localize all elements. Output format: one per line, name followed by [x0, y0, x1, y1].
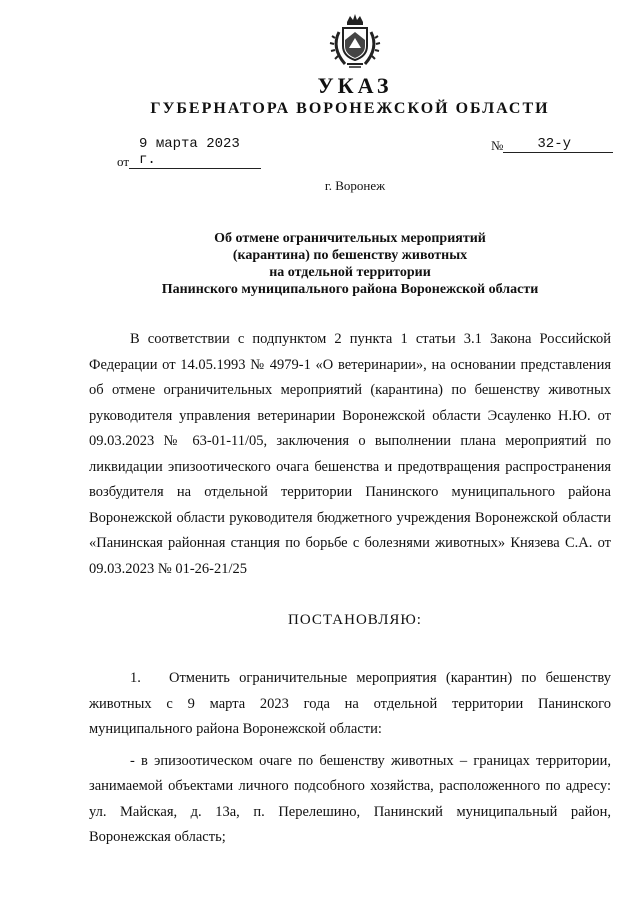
- document-type: УКАЗ: [317, 73, 393, 98]
- number-value: 32-у: [503, 136, 613, 153]
- preamble: [89, 327, 611, 582]
- number-field: [491, 136, 613, 154]
- number-prefix: №: [491, 138, 504, 153]
- title-line: Панинского муниципального района Воронежской области: [161, 282, 539, 297]
- title-line: (карантина) по бешенству животных: [232, 248, 468, 263]
- date-field: [117, 136, 261, 170]
- title-line: на отдельной территории: [269, 265, 431, 280]
- date-value: 9 марта 2023 г.: [129, 136, 261, 169]
- preamble-text: В соответствии с подпунктом 2 пункта 1 статьи 3.1 Закона Российской Федерации от 14.05.1993 № 4979-1 «О ветеринарии», на основании представления об отмене ограничительных мероприятий (карантина) по бешенству животных руководителя управления ветеринарии Воронежской области Эсауленко Н.Ю. от 09.03.2023 № 63-01-11/05, заключения о выполнении плана мероприятий по ликвидации эпизоотического очага бешенства и предотвращения распространения возбудителя на отдельной территории Панинского муниципального района Воронежской области руководителя бюджетного учреждения Воронежской области «Панинская районная станция по борьбе с болезнями животных» Князева С.А. от 09.03.2023 № 01-26-21/25: [89, 331, 611, 577]
- list-item: [89, 666, 611, 743]
- issuing-authority: ГУБЕРНАТОРА ВОРОНЕЖСКОЙ ОБЛАСТИ: [150, 100, 550, 117]
- coat-of-arms-icon: [325, 12, 385, 72]
- decree-word: ПОСТАНОВЛЯЮ:: [288, 612, 422, 628]
- decree-items: [89, 666, 611, 857]
- item-text: Отменить ограничительные мероприятия (карантин) по бешенству животных с 9 марта 2023 года на отдельной территории Панинского муниципального района Воронежской области:: [89, 670, 611, 737]
- title-line: Об отмене ограничительных мероприятий: [214, 231, 486, 246]
- date-prefix: от: [117, 154, 130, 169]
- city: г. Воронеж: [324, 178, 386, 193]
- item-number: 1.: [130, 670, 141, 686]
- sub-item: - в эпизоотическом очаге по бешенству животных – границах территории, занимаемой объектами личного подсобного хозяйства, расположенного по адресу: ул. Майская, д. 13а, п. Перелешино, Панинский муниципальный район, Воронежская область;: [89, 752, 611, 845]
- document-title: [100, 230, 600, 298]
